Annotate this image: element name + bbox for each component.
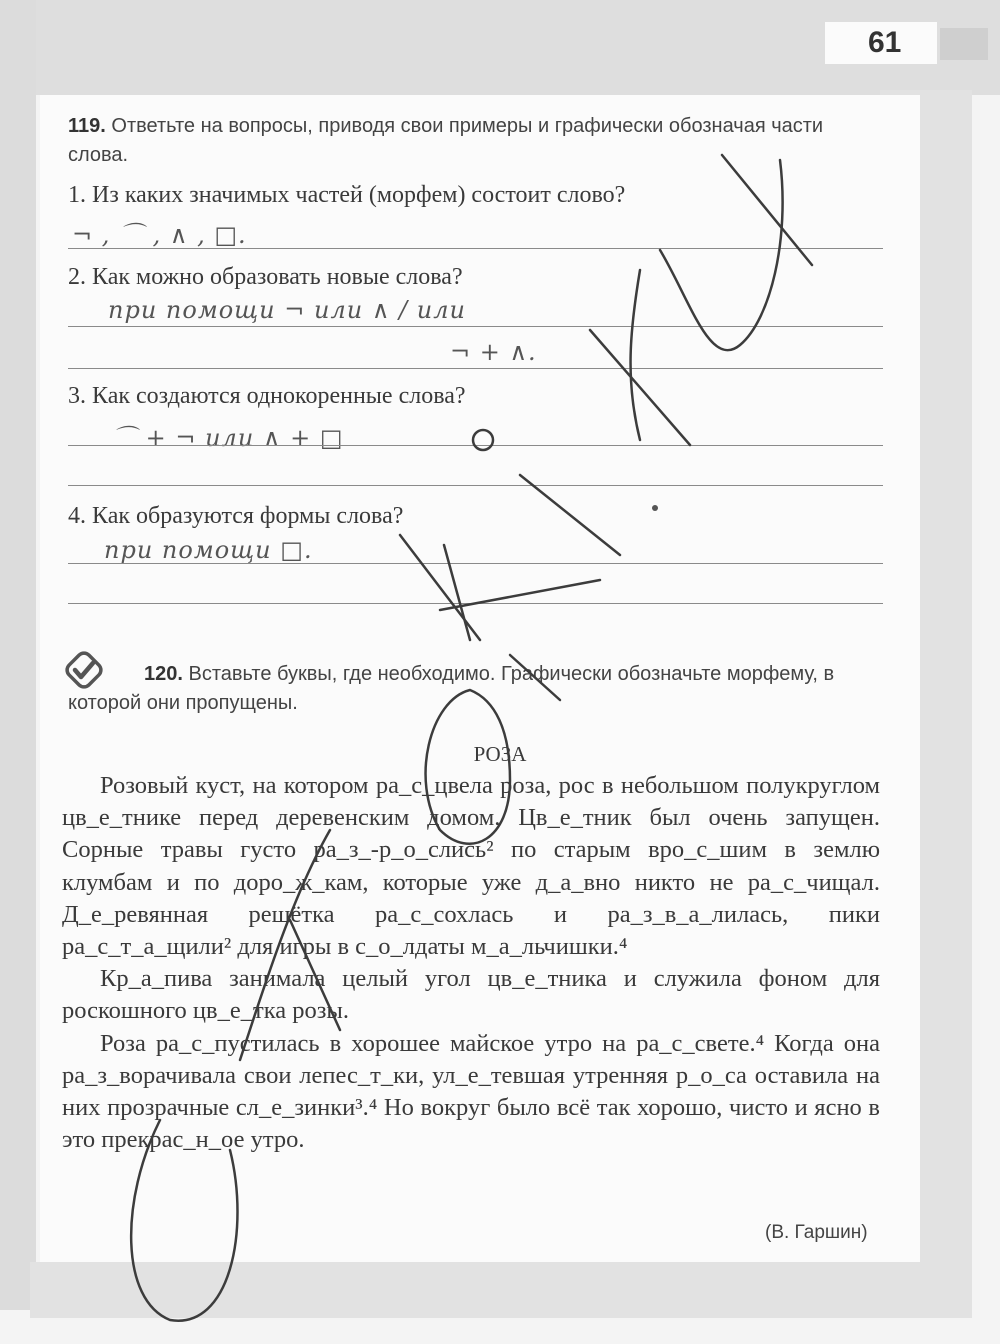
answer-line (68, 368, 883, 369)
answer-2-line-1[interactable]: при помощи ¬ или ∧ / или (108, 296, 466, 324)
text-title: РОЗА (473, 742, 527, 766)
bottom-margin (30, 1262, 972, 1318)
exercise-120-text-body (62, 770, 880, 1156)
page-number-tab (940, 28, 988, 60)
answer-3-line-1[interactable]: ⌒ + ¬ или ∧ + □ (112, 424, 344, 452)
exercise-119-number: 119. (68, 115, 106, 137)
author-attribution: (В. Гаршин) (765, 1222, 868, 1243)
exercise-120-number: 120. (144, 663, 183, 685)
paragraph-3: Роза ра_с_пустилась в хорошее майское утро на ра_с_свете.⁴ Когда она ра_з_ворачивала свои лепес_т_ки, ул_е_тевшая утренняя р_о_са оставила на них прозрачные сл_е_зинки³.⁴ Но вокруг было всё так хорошо, чисто и ясно в это прекрас_н_ое утро. (62, 1029, 880, 1154)
answer-line (68, 563, 883, 564)
answer-line (68, 248, 883, 249)
answer-line (68, 326, 883, 327)
page-number: 61 (868, 26, 902, 59)
answer-1-line-1[interactable]: ¬ , ⌒ , ∧ , □. (72, 221, 247, 249)
answer-line (68, 485, 883, 486)
question-4: 4. Как образуются формы слова? (68, 503, 404, 529)
answer-2-line-2[interactable]: ¬ + ∧. (450, 338, 537, 366)
exercise-120-text: Вставьте буквы, где необходимо. Графически обозначьте морфему, в которой они пропущены. (68, 663, 835, 714)
answer-4-line-1[interactable]: при помощи □. (104, 536, 313, 564)
exercise-120-instruction (68, 660, 888, 718)
exercise-119-text: Ответьте на вопросы, приводя свои примеры и графически обозначая части слова. (68, 115, 824, 166)
question-2: 2. Как можно образовать новые слова? (68, 264, 463, 290)
question-1: 1. Из каких значимых частей (морфем) состоит слово? (68, 182, 626, 208)
paragraph-1: Розовый куст, на котором ра_с_цвела роза, рос в небольшом полукруглом цв_е_тнике перед деревенским домом. Цв_е_тник был очень запущен. Сорные травы густо ра_з_-р_о_слись² по старым вро_с_шим в землю клумбам и по доро_ж_кам, которые уже д_а_вно никто не ра_с_чищал. Д_е_ревянная решётка ра_с_сохлась и ра_з_в_а_лилась, пики ра_с_т_а_щили² для игры в с_о_лдаты м_а_льчишки.⁴ (62, 772, 880, 961)
answer-line (68, 445, 883, 446)
exercise-119-instruction (68, 112, 888, 170)
paragraph-2: Кр_а_пива занимала целый угол цв_е_тника и служила фоном для роскошного цв_е_тка розы. (62, 965, 880, 1025)
question-3: 3. Как создаются однокоренные слова? (68, 383, 466, 409)
left-margin (0, 0, 36, 1310)
answer-line (68, 603, 883, 604)
